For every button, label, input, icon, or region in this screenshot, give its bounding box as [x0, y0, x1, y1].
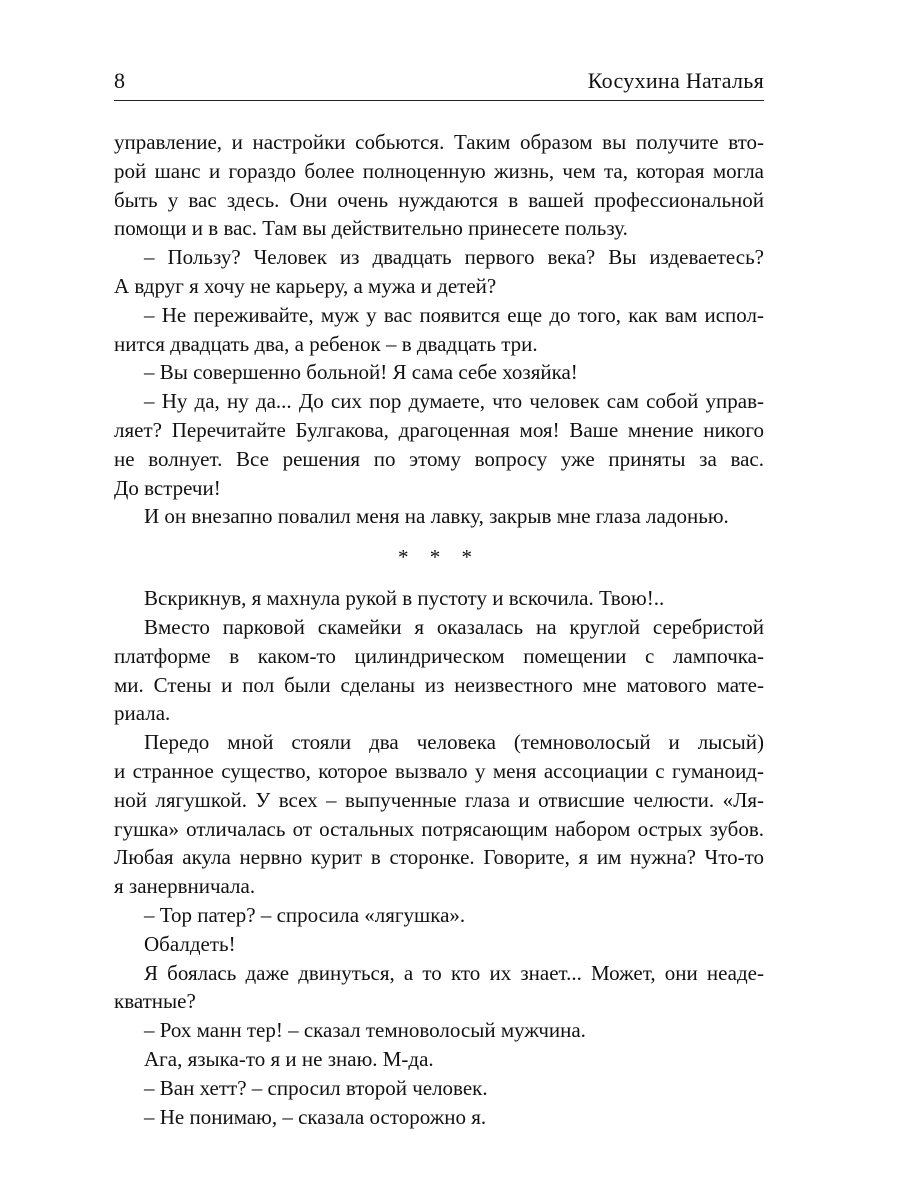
text-block-2: [114, 584, 764, 1131]
text-line: – Ван хетт? – спросил второй человек.: [144, 1075, 488, 1100]
text-line: Ага, языка-то я и не знаю. М-да.: [144, 1046, 434, 1071]
text-line: Я боялась даже двинуться, а то кто их знает... Может, они неаде-: [144, 960, 764, 985]
text-line: Любая акула нервно курит в сторонке. Говорите, я им нужна? Что-то: [114, 845, 764, 870]
text-line: ляет? Перечитайте Булгакова, драгоценная моя! Ваше мнение никого: [114, 417, 764, 442]
text-block-1: [114, 128, 764, 531]
text-line: ми. Стены и пол были сделаны из неизвестного мне матового мате-: [114, 672, 764, 697]
text-line: – Тор патер? – спросила «лягушка».: [144, 902, 466, 927]
text-line: платформе в каком-то цилиндрическом помещении с лампочка-: [114, 643, 764, 668]
text-line: И он внезапно повалил меня на лавку, закрыв мне глаза ладонью.: [144, 504, 729, 529]
text-line: – Рох манн тер! – сказал темноволосый мужчина.: [144, 1018, 586, 1043]
text-line: быть у вас здесь. Они очень нуждаются в вашей профессиональной: [114, 187, 764, 212]
page-number: 8: [114, 68, 125, 93]
text-line: – Не переживайте, муж у вас появится еще до того, как вам испол-: [144, 302, 764, 327]
text-line: До встречи!: [114, 475, 221, 500]
text-line: гушка» отличалась от остальных потрясающим набором острых зубов.: [114, 816, 764, 841]
text-line: Обалдеть!: [144, 931, 236, 956]
text-line: и странное существо, которое вызвало у меня ассоциации с гуманоид-: [114, 758, 764, 783]
text-line: – Не понимаю, – сказала осторожно я.: [144, 1104, 487, 1129]
text-line: рой шанс и гораздо более полноценную жизнь, чем та, которая могла: [114, 158, 764, 183]
text-line: не волнует. Все решения по этому вопросу уже приняты за вас.: [114, 446, 764, 471]
text-line: управление, и настройки собьются. Таким образом вы получите вто-: [114, 130, 764, 154]
text-line: я занервничала.: [114, 874, 256, 899]
text-line: нится двадцать два, а ребенок – в двадцать три.: [114, 331, 538, 356]
text-line: Вскрикнув, я махнула рукой в пустоту и вскочила. Твою!..: [144, 586, 665, 611]
text-line: А вдруг я хочу не карьеру, а мужа и детей?: [114, 273, 497, 298]
text-line: – Пользу? Человек из двадцать первого века? Вы издеваетесь?: [144, 245, 764, 270]
running-head-author: Косухина Наталья: [587, 68, 764, 93]
page-header: [114, 66, 764, 101]
text-line: кватные?: [114, 989, 196, 1014]
text-line: – Вы совершенно больной! Я сама себе хозяйка!: [144, 360, 578, 385]
scene-separator: * * *: [398, 545, 480, 570]
text-line: Вместо парковой скамейки я оказалась на круглой серебристой: [144, 614, 764, 639]
body-text: [114, 128, 764, 1131]
text-line: – Ну да, ну да... До сих пор думаете, что человек сам собой управ-: [144, 389, 764, 414]
text-line: помощи и в вас. Там вы действительно принесете пользу.: [114, 216, 628, 241]
text-line: Передо мной стояли два человека (темноволосый и лысый): [144, 730, 764, 755]
text-line: ной лягушкой. У всех – выпученные глаза и отвисшие челюсти. «Ля-: [114, 787, 764, 812]
text-line: риала.: [114, 701, 171, 726]
